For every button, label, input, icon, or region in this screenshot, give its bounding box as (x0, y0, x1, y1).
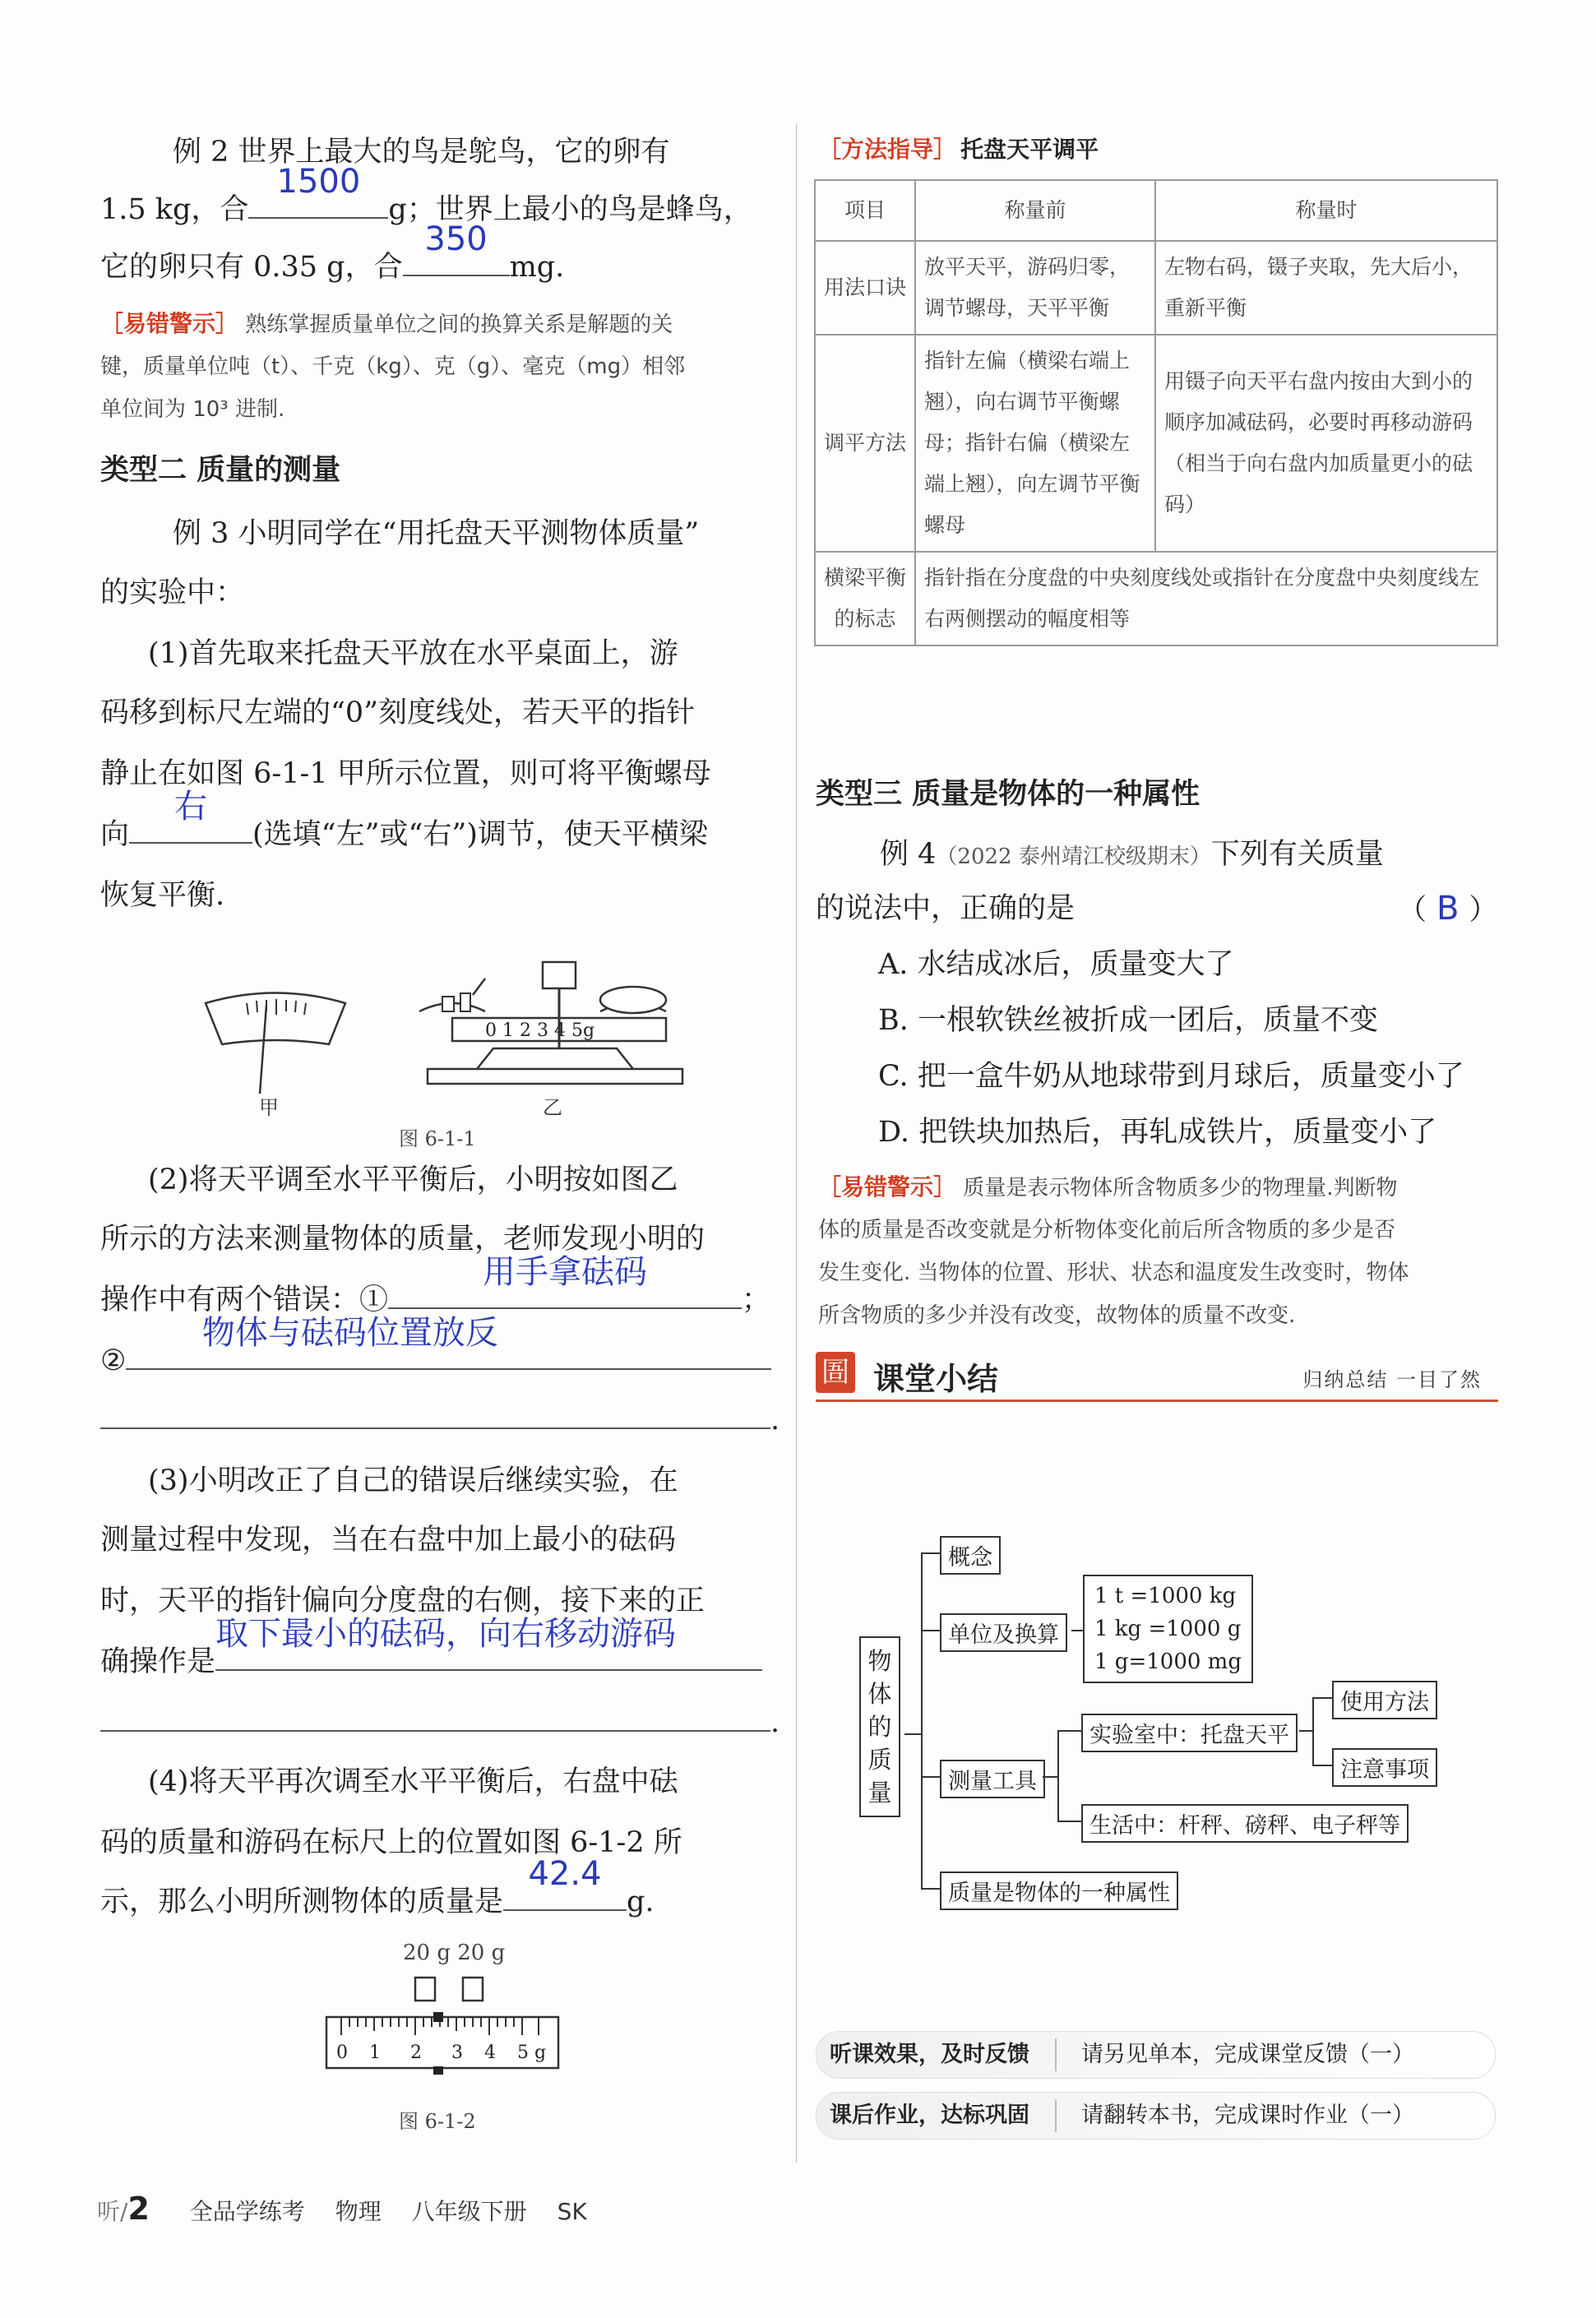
ex3-line (100, 1615, 762, 1692)
ex3-line (100, 1314, 771, 1391)
table-cell: 用法口诀 (815, 241, 915, 335)
method-table (814, 179, 1498, 646)
ex3-line: 码移到标尺左端的“0”刻度线处，若天平的指针 (100, 696, 696, 729)
connector (1043, 1776, 1059, 1778)
feedback-left: 课后作业，达标巩固 (830, 2103, 1029, 2128)
summary-header (816, 1349, 1498, 1402)
column-divider (796, 123, 797, 2163)
option-c: C. 把一盒牛奶从地球带到月球后，质量变小了 (878, 1060, 1464, 1093)
answer-blank (129, 788, 252, 844)
footer-subject: 物理 (335, 2198, 382, 2225)
handwritten-answer: 右 (174, 788, 208, 826)
answer-paren (1398, 878, 1497, 941)
connector (1312, 1697, 1314, 1766)
connector (1312, 1765, 1334, 1766)
footer (97, 2191, 587, 2227)
option-a: A. 水结成冰后，质量变大了 (878, 948, 1234, 981)
ex3-line: 测量过程中发现，当在右盘中加上最小的砝码 (100, 1524, 677, 1557)
example-2-line1: 例 2 世界上最大的鸟是鸵鸟，它的卵有 (173, 136, 670, 169)
table-cell: 左物右码，镊子夹取，先大后小，重新平衡 (1155, 241, 1497, 335)
method-guide-title (818, 132, 1099, 164)
connector (1312, 1697, 1334, 1699)
answer-blank (248, 163, 388, 219)
scale-tick-label: 3 (451, 2043, 463, 2063)
divider (1055, 2038, 1057, 2071)
handwritten-answer: 物体与砝码位置放反 (201, 1314, 498, 1352)
type-2-heading: 类型二 质量的测量 (100, 454, 341, 487)
dial-figure (206, 993, 345, 1094)
text: 示，那么小明所测物体的质量是 (100, 1885, 504, 1918)
divider (1055, 2099, 1057, 2132)
text: 下列有关质量 (1210, 838, 1384, 871)
ex3-line (100, 1692, 779, 1753)
warning-tag: ［易错警示］ (818, 1173, 957, 1201)
ex4-line: 的说法中，正确的是 (816, 892, 1076, 925)
ex3-line: (3)小明改正了自己的错误后继续实验，在 (148, 1464, 678, 1497)
root-char: 体 (867, 1680, 892, 1708)
table-cell: 指针指在分度盘的中央刻度线处或指针在分度盘中央刻度线左右两侧摆动的幅度相等 (915, 552, 1497, 645)
feedback-left: 听课效果，及时反馈 (830, 2042, 1029, 2067)
root-char: 量 (867, 1779, 892, 1807)
root-char: 物 (867, 1647, 892, 1675)
scale-tick-label: 1 (369, 2043, 381, 2063)
root-char: 质 (867, 1746, 892, 1774)
connector (921, 1776, 941, 1778)
option-d: D. 把铁块加热后，再轧成铁片，质量变小了 (878, 1116, 1437, 1149)
feedback-bar-2[interactable] (816, 2092, 1496, 2140)
answer-blank (100, 1395, 770, 1429)
tools-node: 测量工具 (940, 1760, 1045, 1798)
scale-tick-label: 0 (336, 2043, 348, 2063)
text: g；世界上最小的鸟是蜂鸟， (388, 193, 752, 226)
answer-blank (126, 1314, 771, 1370)
lab-node: 实验室中：托盘天平 (1081, 1714, 1298, 1752)
page-number: 2 (127, 2191, 150, 2227)
text: 熟练掌握质量单位之间的换算关系是解题的关 (245, 312, 673, 337)
example-2-line3 (100, 220, 565, 298)
summary-slogan: 归纳总结 一目了然 (1302, 1368, 1482, 1391)
scale-tick-label: 4 (484, 2043, 496, 2063)
handwritten-answer: B (1436, 890, 1460, 928)
summary-icon: 圄 (816, 1352, 855, 1393)
table-header: 项目 (815, 180, 915, 241)
slider-scale-figure (325, 1969, 563, 2076)
conversion-node (1083, 1575, 1253, 1683)
footer-grade: 八年级下册 (411, 2198, 527, 2225)
figure-caption-6-1-2: 图 6-1-2 (399, 2110, 476, 2133)
connector (921, 1552, 941, 1554)
answer-blank (403, 220, 510, 276)
table-header: 称量时 (1155, 180, 1497, 241)
conversion-line: 1 t =1000 kg (1094, 1584, 1237, 1608)
method-title-text: 托盘天平调平 (960, 136, 1099, 163)
text: ； (742, 1284, 771, 1316)
fig2-weights-label: 20 g 20 g (403, 1941, 506, 1965)
table-header-row (815, 180, 1497, 241)
property-node: 质量是物体的一种属性 (940, 1872, 1178, 1910)
text: . (770, 1404, 780, 1437)
text: ） (1469, 894, 1498, 927)
text: 确操作是 (100, 1645, 216, 1678)
units-node: 单位及换算 (940, 1613, 1067, 1652)
table-cell: 用镊子向天平右盘内按由大到小的顺序加减砝码，必要时再移动游码（相当于向右盘内加质量更小的砝码） (1155, 335, 1497, 552)
summary-title: 课堂小结 (873, 1361, 999, 1397)
connector (1057, 1730, 1082, 1732)
connector (1057, 1821, 1082, 1822)
attention-node: 注意事项 (1332, 1748, 1437, 1787)
table-row (815, 552, 1497, 645)
method-tag: ［方法指导］ (818, 136, 957, 163)
ex3-line: 静止在如图 6-1-1 甲所示位置，则可将平衡螺母 (100, 757, 711, 790)
text: . (770, 1706, 780, 1739)
table-cell: 调平方法 (815, 335, 915, 552)
ex3-line: 的实验中： (100, 576, 245, 609)
ex3-line (100, 1390, 779, 1450)
text: 操作中有两个错误：① (100, 1284, 389, 1316)
conversion-line: 1 kg =1000 g (1094, 1617, 1242, 1641)
ex3-line: (4)将天平再次调至水平平衡后，右盘中砝 (148, 1765, 678, 1798)
connector (921, 1888, 941, 1890)
text: 向 (100, 818, 130, 851)
handwritten-answer: 1500 (276, 163, 361, 201)
warning-note-4: 所含物质的多少并没有改变，故物体的质量不改变. (818, 1303, 1296, 1328)
text: （ (1398, 894, 1427, 927)
fig-label-jia: 甲 (259, 1096, 279, 1118)
concept-node: 概念 (940, 1536, 1001, 1575)
footer-edition: SK (557, 2198, 587, 2225)
warning-note-3: 发生变化. 当物体的位置、形状、状态和温度发生改变时，物体 (818, 1261, 1409, 1285)
ex3-line: 恢复平衡. (100, 879, 225, 912)
table-header: 称量前 (915, 180, 1155, 241)
warning-note-1 (100, 303, 673, 346)
scale-tick-label: 5 g (517, 2043, 547, 2063)
footer-book: 全品学练考 (189, 2198, 305, 2225)
table-row (815, 335, 1497, 552)
table-cell: 放平天平，游码归零，调节螺母，天平平衡 (915, 241, 1155, 335)
connector (921, 1630, 941, 1631)
handwritten-answer: 42.4 (528, 1855, 602, 1893)
root-char: 的 (867, 1713, 892, 1741)
warning-note-2: 键，质量单位吨（t）、千克（kg）、克（g）、毫克（mg）相邻 (100, 354, 686, 379)
connector (1057, 1730, 1059, 1822)
text: 它的卵只有 0.35 g，合 (100, 251, 403, 284)
answer-blank (100, 1697, 770, 1732)
use-node: 使用方法 (1332, 1681, 1437, 1719)
conversion-line: 1 g=1000 mg (1094, 1649, 1242, 1674)
source-note: （2022 泰州靖江校级期末） (936, 844, 1211, 869)
ex3-line (100, 788, 708, 865)
balance-figure (181, 946, 707, 1118)
connector (904, 1733, 923, 1735)
table-cell: 横梁平衡的标志 (815, 552, 915, 645)
handwritten-answer: 350 (424, 220, 488, 258)
text: mg. (509, 251, 565, 284)
figure-caption-6-1-1: 图 6-1-1 (399, 1127, 476, 1150)
warning-note-2: 体的质量是否改变就是分析物体变化前后所含物质的多少是否 (818, 1218, 1396, 1242)
feedback-right: 请翻转本书，完成课时作业（一） (1081, 2103, 1414, 2128)
ex3-line: 所示的方法来测量物体的质量，老师发现小明的 (100, 1223, 705, 1256)
ex3-line (100, 1855, 655, 1932)
ex3-line: 码的质量和游码在标尺上的位置如图 6-1-2 所 (100, 1826, 682, 1859)
text: 质量是表示物体所含物质多少的物理量.判断物 (963, 1176, 1398, 1201)
concept-root (859, 1636, 900, 1817)
balance-scale-text: 0 1 2 3 4 5g (485, 1020, 595, 1041)
answer-blank (503, 1855, 627, 1911)
life-node: 生活中：杆秤、磅秤、电子秤等 (1081, 1804, 1409, 1843)
warning-tag: ［易错警示］ (100, 310, 239, 337)
option-b: B. 一根软铁丝被折成一团后，质量不变 (878, 1004, 1378, 1037)
warning-note-1 (818, 1166, 1398, 1210)
text: 1.5 kg，合 (100, 193, 249, 226)
fig-label-yi: 乙 (543, 1096, 562, 1118)
handwritten-answer: 取下最小的砝码，向右移动游码 (215, 1615, 677, 1653)
handwritten-answer: 用手拿砝码 (483, 1253, 648, 1291)
type-3-heading: 类型三 质量是物体的一种属性 (816, 778, 1200, 811)
warning-note-3: 单位间为 10³ 进制. (100, 397, 285, 422)
ex3-line: (2)将天平调至水平平衡后，小明按如图乙 (148, 1164, 678, 1196)
text: ② (100, 1344, 127, 1377)
footer-prefix: 听/ (97, 2198, 128, 2225)
table-cell: 指针左偏（横梁右端上翘），向右调节平衡螺母；指针右偏（横梁左端上翘），向左调节平衡螺母 (915, 335, 1155, 552)
scale-tick-label: 2 (410, 2043, 422, 2063)
ex3-line: 例 3 小明同学在“用托盘天平测物体质量” (173, 517, 700, 550)
text: 例 4 (880, 838, 937, 871)
answer-blank (215, 1615, 762, 1671)
feedback-right: 请另见单本，完成课堂反馈（一） (1081, 2042, 1414, 2067)
text: (选填“左”或“右”)调节，使天平横梁 (252, 818, 708, 851)
ex3-line: (1)首先取来托盘天平放在水平桌面上，游 (148, 637, 678, 670)
ex3-line: 时，天平的指针偏向分度盘的右侧，接下来的正 (100, 1585, 705, 1617)
text: g. (627, 1885, 655, 1918)
feedback-bar-1[interactable] (816, 2031, 1496, 2079)
connector (921, 1552, 923, 1890)
table-row (815, 241, 1497, 335)
